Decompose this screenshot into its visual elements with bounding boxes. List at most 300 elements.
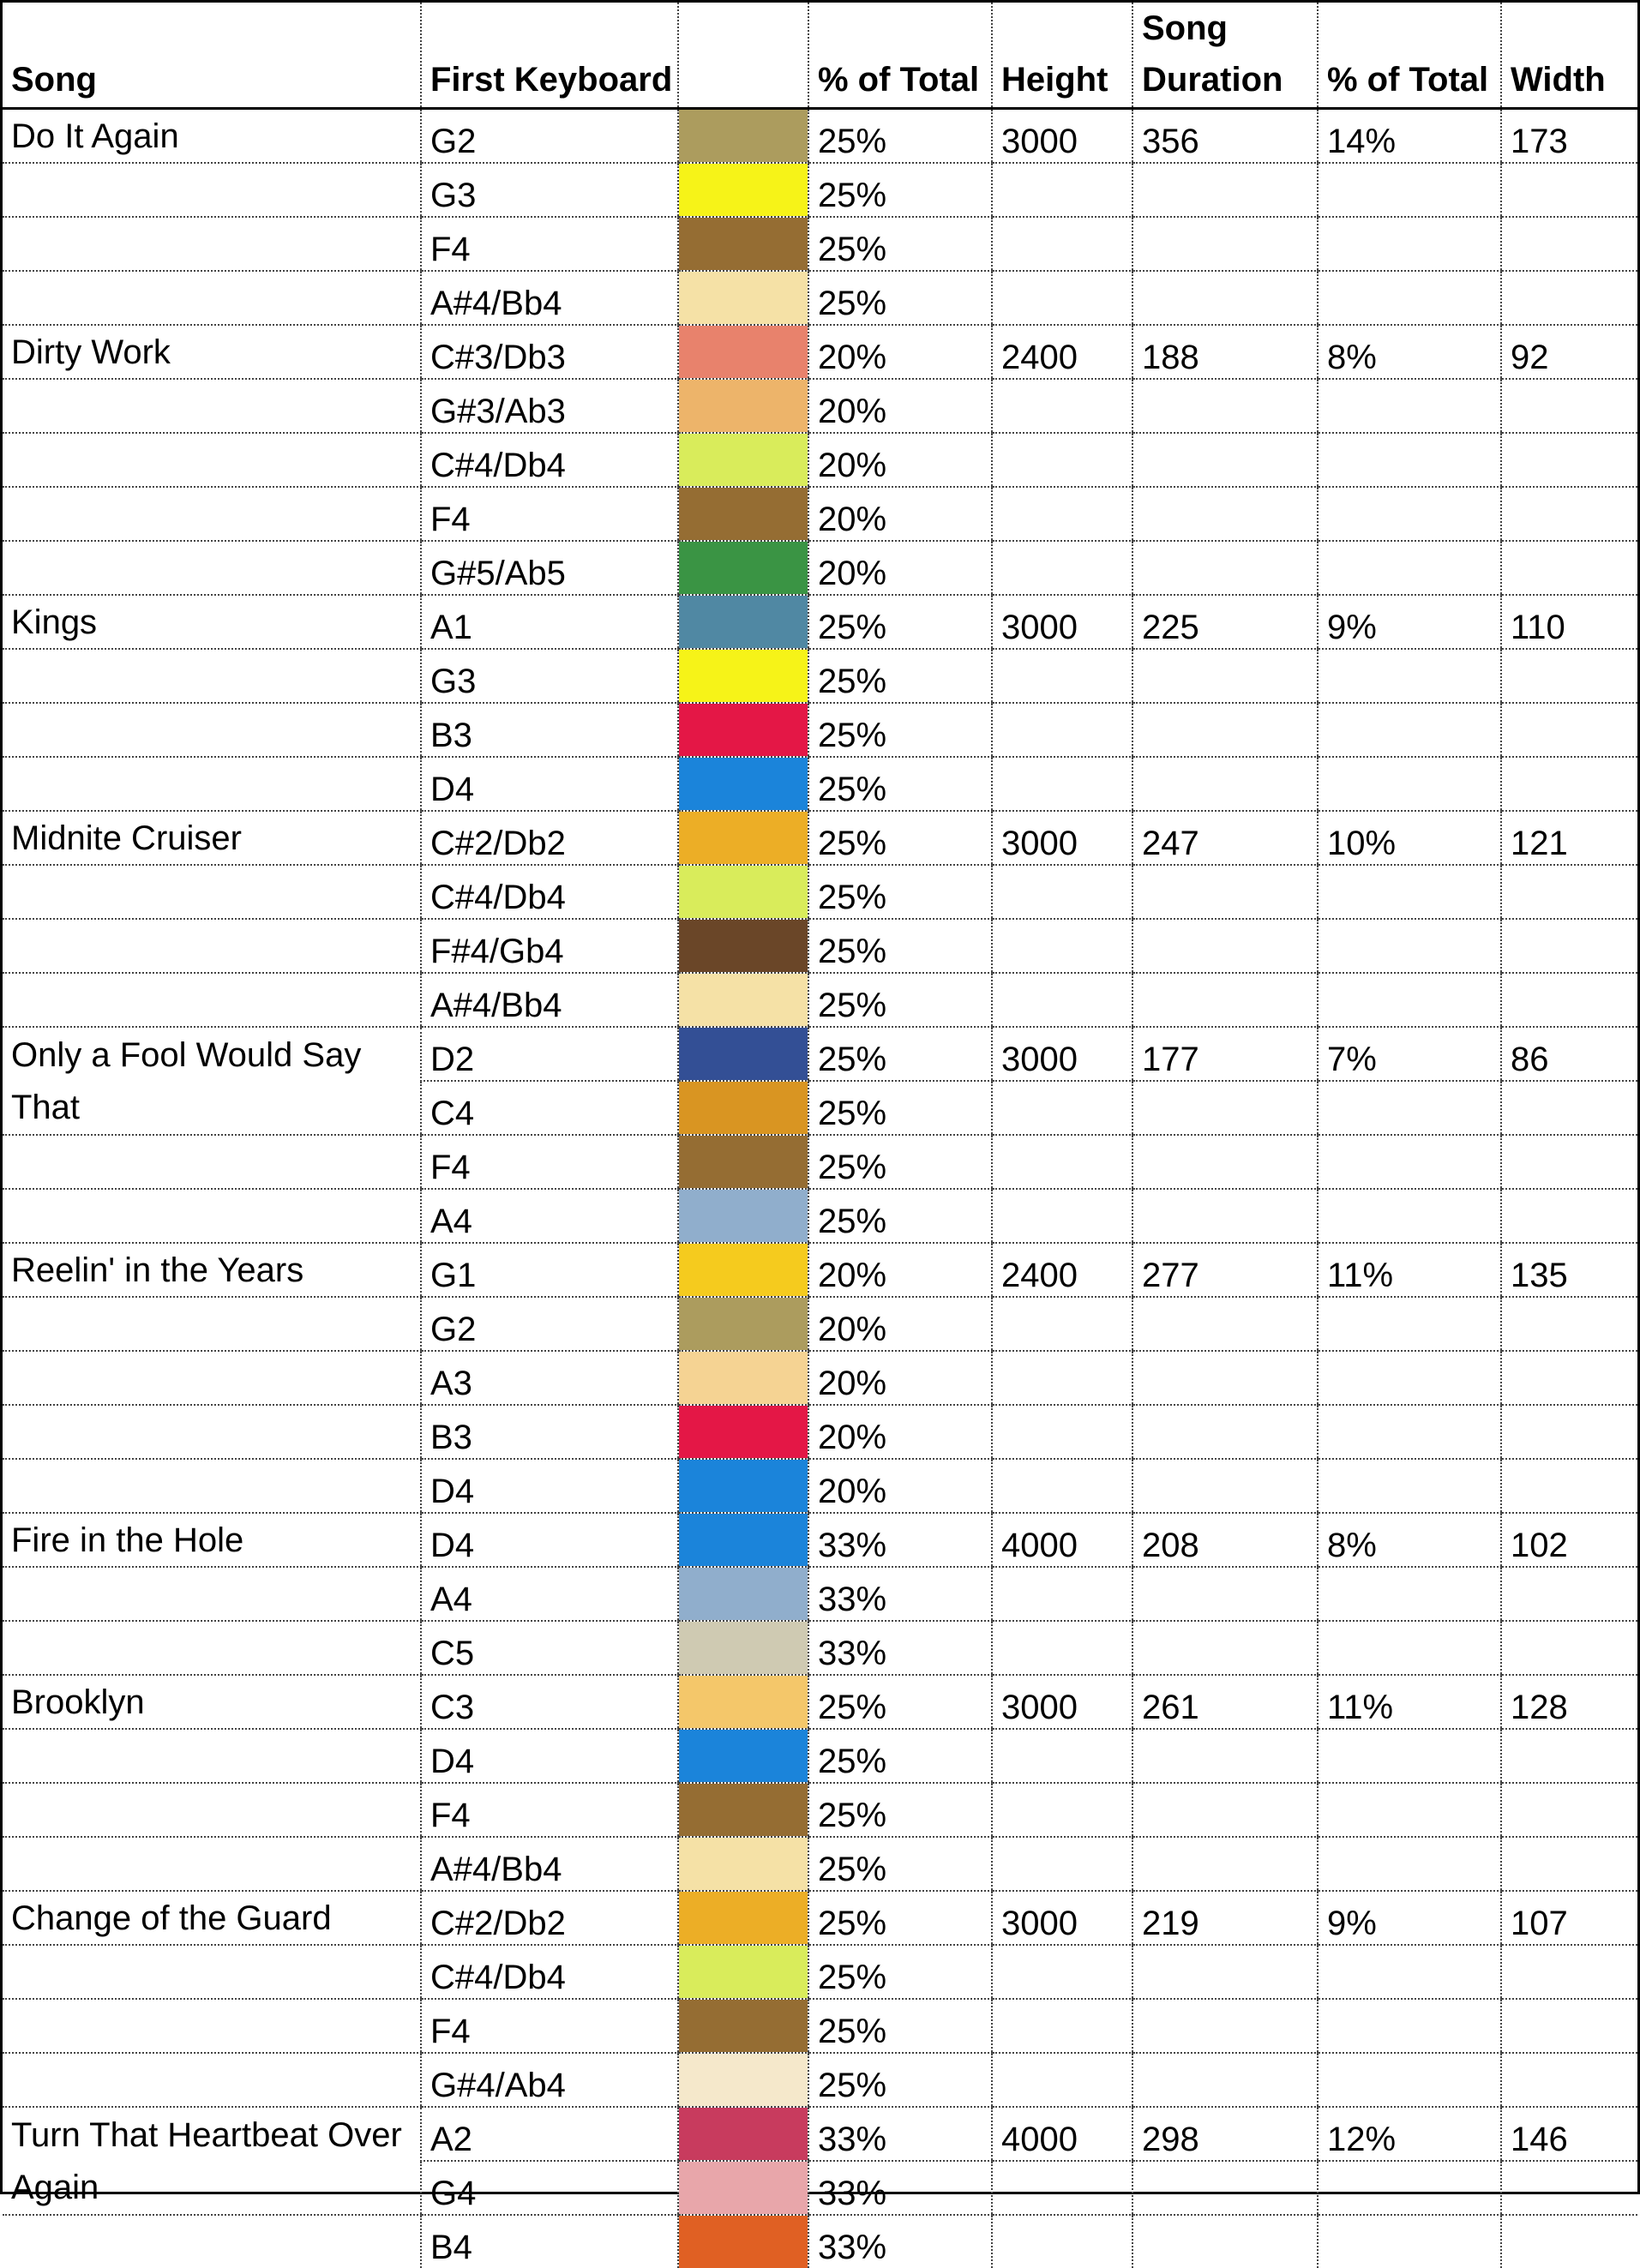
width-cell[interactable] <box>1501 163 1637 217</box>
width-cell[interactable] <box>1501 1999 1637 2053</box>
color-swatch-cell[interactable] <box>678 1675 808 1729</box>
width-cell[interactable]: 110 <box>1501 595 1637 649</box>
height-cell[interactable]: 3000 <box>992 1675 1132 1729</box>
percent-of-total-cell[interactable]: 33% <box>808 2215 992 2268</box>
height-cell[interactable] <box>992 973 1132 1027</box>
song-duration-cell[interactable] <box>1132 379 1318 433</box>
song-cell[interactable] <box>3 1837 421 1891</box>
song-cell[interactable] <box>3 865 421 919</box>
percent-of-total-cell[interactable]: 25% <box>808 1081 992 1135</box>
width-cell[interactable]: 146 <box>1501 2107 1637 2161</box>
percent-of-total-cell[interactable]: 25% <box>808 649 992 703</box>
width-cell[interactable] <box>1501 757 1637 811</box>
height-cell[interactable] <box>992 703 1132 757</box>
duration-percent-cell[interactable] <box>1318 1081 1501 1135</box>
width-cell[interactable] <box>1501 1621 1637 1675</box>
color-swatch-cell[interactable] <box>678 865 808 919</box>
color-swatch-cell[interactable] <box>678 703 808 757</box>
width-cell[interactable] <box>1501 1837 1637 1891</box>
percent-of-total-cell[interactable]: 25% <box>808 703 992 757</box>
percent-of-total-cell[interactable]: 20% <box>808 1297 992 1351</box>
song-cell[interactable] <box>3 595 421 649</box>
percent-of-total-cell[interactable]: 20% <box>808 1351 992 1405</box>
first-keyboard-cell[interactable]: G#3/Ab3 <box>421 379 678 433</box>
color-swatch-cell[interactable] <box>678 1243 808 1297</box>
duration-percent-cell[interactable] <box>1318 865 1501 919</box>
width-cell[interactable] <box>1501 1459 1637 1513</box>
color-swatch-cell[interactable] <box>678 2215 808 2268</box>
first-keyboard-cell[interactable]: A4 <box>421 1189 678 1243</box>
width-cell[interactable] <box>1501 2215 1637 2268</box>
duration-percent-cell[interactable]: 8% <box>1318 1513 1501 1567</box>
width-cell[interactable]: 173 <box>1501 109 1637 164</box>
percent-of-total-cell[interactable]: 25% <box>808 1945 992 1999</box>
duration-percent-cell[interactable] <box>1318 1837 1501 1891</box>
song-cell[interactable] <box>3 811 421 865</box>
duration-percent-cell[interactable] <box>1318 1351 1501 1405</box>
width-cell[interactable] <box>1501 1729 1637 1783</box>
width-cell[interactable] <box>1501 1405 1637 1459</box>
song-duration-cell[interactable] <box>1132 2053 1318 2107</box>
first-keyboard-cell[interactable]: F4 <box>421 1135 678 1189</box>
first-keyboard-cell[interactable]: F4 <box>421 217 678 271</box>
duration-percent-cell[interactable]: 11% <box>1318 1675 1501 1729</box>
percent-of-total-cell[interactable]: 20% <box>808 325 992 379</box>
color-swatch-cell[interactable] <box>678 1891 808 1945</box>
song-duration-cell[interactable] <box>1132 1837 1318 1891</box>
color-swatch-cell[interactable] <box>678 325 808 379</box>
first-keyboard-cell[interactable]: G4 <box>421 2161 678 2215</box>
percent-of-total-cell[interactable]: 25% <box>808 595 992 649</box>
duration-percent-cell[interactable]: 8% <box>1318 325 1501 379</box>
height-cell[interactable] <box>992 217 1132 271</box>
width-cell[interactable]: 121 <box>1501 811 1637 865</box>
first-keyboard-cell[interactable]: G3 <box>421 163 678 217</box>
height-cell[interactable] <box>992 1567 1132 1621</box>
song-duration-cell[interactable]: 261 <box>1132 1675 1318 1729</box>
first-keyboard-cell[interactable]: D4 <box>421 757 678 811</box>
first-keyboard-cell[interactable]: G2 <box>421 1297 678 1351</box>
first-keyboard-cell[interactable]: C5 <box>421 1621 678 1675</box>
header-height[interactable]: Height <box>992 3 1132 109</box>
song-cell[interactable] <box>3 1243 421 1297</box>
first-keyboard-cell[interactable]: C#4/Db4 <box>421 865 678 919</box>
first-keyboard-cell[interactable]: F4 <box>421 1783 678 1837</box>
percent-of-total-cell[interactable]: 25% <box>808 109 992 164</box>
height-cell[interactable]: 3000 <box>992 109 1132 164</box>
header-percent-of-total-keys[interactable]: % of Total <box>808 3 992 109</box>
first-keyboard-cell[interactable]: G2 <box>421 109 678 164</box>
height-cell[interactable] <box>992 433 1132 487</box>
color-swatch-cell[interactable] <box>678 1081 808 1135</box>
first-keyboard-cell[interactable]: B4 <box>421 2215 678 2268</box>
color-swatch-cell[interactable] <box>678 1837 808 1891</box>
duration-percent-cell[interactable]: 14% <box>1318 109 1501 164</box>
color-swatch-cell[interactable] <box>678 217 808 271</box>
width-cell[interactable] <box>1501 433 1637 487</box>
color-swatch-cell[interactable] <box>678 541 808 595</box>
first-keyboard-cell[interactable]: A4 <box>421 1567 678 1621</box>
song-duration-cell[interactable] <box>1132 703 1318 757</box>
first-keyboard-cell[interactable]: C#3/Db3 <box>421 325 678 379</box>
height-cell[interactable] <box>992 1459 1132 1513</box>
height-cell[interactable]: 4000 <box>992 1513 1132 1567</box>
color-swatch-cell[interactable] <box>678 1567 808 1621</box>
duration-percent-cell[interactable] <box>1318 541 1501 595</box>
song-cell[interactable] <box>3 1351 421 1405</box>
height-cell[interactable]: 3000 <box>992 1027 1132 1081</box>
song-duration-cell[interactable] <box>1132 1729 1318 1783</box>
first-keyboard-cell[interactable]: C#4/Db4 <box>421 1945 678 1999</box>
song-cell[interactable] <box>3 1621 421 1675</box>
color-swatch-cell[interactable] <box>678 2161 808 2215</box>
song-cell[interactable] <box>3 379 421 433</box>
percent-of-total-cell[interactable]: 25% <box>808 919 992 973</box>
color-swatch-cell[interactable] <box>678 649 808 703</box>
duration-percent-cell[interactable] <box>1318 2053 1501 2107</box>
first-keyboard-cell[interactable]: B3 <box>421 1405 678 1459</box>
song-duration-cell[interactable] <box>1132 1459 1318 1513</box>
duration-percent-cell[interactable] <box>1318 2161 1501 2215</box>
song-cell[interactable] <box>3 217 421 271</box>
height-cell[interactable] <box>992 541 1132 595</box>
song-duration-cell[interactable] <box>1132 1783 1318 1837</box>
first-keyboard-cell[interactable]: B3 <box>421 703 678 757</box>
song-duration-cell[interactable] <box>1132 757 1318 811</box>
song-cell[interactable] <box>3 1297 421 1351</box>
song-cell[interactable] <box>3 271 421 325</box>
color-swatch-cell[interactable] <box>678 1405 808 1459</box>
height-cell[interactable] <box>992 757 1132 811</box>
duration-percent-cell[interactable] <box>1318 1621 1501 1675</box>
percent-of-total-cell[interactable]: 25% <box>808 811 992 865</box>
height-cell[interactable] <box>992 1621 1132 1675</box>
song-duration-cell[interactable] <box>1132 973 1318 1027</box>
first-keyboard-cell[interactable]: C3 <box>421 1675 678 1729</box>
duration-percent-cell[interactable] <box>1318 433 1501 487</box>
width-cell[interactable] <box>1501 1081 1637 1135</box>
height-cell[interactable] <box>992 1297 1132 1351</box>
percent-of-total-cell[interactable]: 25% <box>808 1729 992 1783</box>
percent-of-total-cell[interactable]: 25% <box>808 757 992 811</box>
song-cell[interactable] <box>3 1567 421 1621</box>
height-cell[interactable] <box>992 2053 1132 2107</box>
color-swatch-cell[interactable] <box>678 1189 808 1243</box>
first-keyboard-cell[interactable]: D4 <box>421 1513 678 1567</box>
duration-percent-cell[interactable] <box>1318 217 1501 271</box>
width-cell[interactable] <box>1501 541 1637 595</box>
song-cell[interactable] <box>3 1459 421 1513</box>
duration-percent-cell[interactable] <box>1318 379 1501 433</box>
song-cell[interactable] <box>3 433 421 487</box>
header-width[interactable]: Width <box>1501 3 1637 109</box>
song-cell[interactable] <box>3 1891 421 1945</box>
percent-of-total-cell[interactable]: 25% <box>808 1675 992 1729</box>
height-cell[interactable]: 2400 <box>992 325 1132 379</box>
width-cell[interactable]: 92 <box>1501 325 1637 379</box>
song-duration-cell[interactable] <box>1132 2161 1318 2215</box>
color-swatch-cell[interactable] <box>678 109 808 164</box>
color-swatch-cell[interactable] <box>678 595 808 649</box>
header-percent-of-total-duration[interactable]: % of Total <box>1318 3 1501 109</box>
height-cell[interactable] <box>992 1405 1132 1459</box>
width-cell[interactable] <box>1501 919 1637 973</box>
duration-percent-cell[interactable] <box>1318 1459 1501 1513</box>
color-swatch-cell[interactable] <box>678 2107 808 2161</box>
first-keyboard-cell[interactable]: C4 <box>421 1081 678 1135</box>
song-cell[interactable] <box>3 487 421 541</box>
first-keyboard-cell[interactable]: G1 <box>421 1243 678 1297</box>
percent-of-total-cell[interactable]: 20% <box>808 541 992 595</box>
song-duration-cell[interactable] <box>1132 1297 1318 1351</box>
width-cell[interactable] <box>1501 973 1637 1027</box>
color-swatch-cell[interactable] <box>678 757 808 811</box>
color-swatch-cell[interactable] <box>678 1027 808 1081</box>
song-duration-cell[interactable]: 298 <box>1132 2107 1318 2161</box>
song-duration-cell[interactable] <box>1132 865 1318 919</box>
percent-of-total-cell[interactable]: 25% <box>808 2053 992 2107</box>
song-cell[interactable] <box>3 2053 421 2107</box>
song-cell[interactable] <box>3 1999 421 2053</box>
percent-of-total-cell[interactable]: 33% <box>808 1621 992 1675</box>
duration-percent-cell[interactable]: 9% <box>1318 1891 1501 1945</box>
song-duration-cell[interactable] <box>1132 487 1318 541</box>
percent-of-total-cell[interactable]: 25% <box>808 1999 992 2053</box>
percent-of-total-cell[interactable]: 25% <box>808 217 992 271</box>
song-duration-cell[interactable]: 219 <box>1132 1891 1318 1945</box>
width-cell[interactable] <box>1501 1945 1637 1999</box>
width-cell[interactable] <box>1501 2161 1637 2215</box>
color-swatch-cell[interactable] <box>678 811 808 865</box>
duration-percent-cell[interactable] <box>1318 1189 1501 1243</box>
header-song-duration[interactable]: Song Duration <box>1132 3 1318 109</box>
duration-percent-cell[interactable] <box>1318 1567 1501 1621</box>
width-cell[interactable] <box>1501 1135 1637 1189</box>
width-cell[interactable] <box>1501 703 1637 757</box>
width-cell[interactable] <box>1501 649 1637 703</box>
height-cell[interactable] <box>992 271 1132 325</box>
song-duration-cell[interactable]: 177 <box>1132 1027 1318 1081</box>
first-keyboard-cell[interactable]: D4 <box>421 1459 678 1513</box>
duration-percent-cell[interactable]: 11% <box>1318 1243 1501 1297</box>
song-cell[interactable] <box>3 1729 421 1783</box>
height-cell[interactable] <box>992 1945 1132 1999</box>
duration-percent-cell[interactable] <box>1318 1297 1501 1351</box>
song-duration-cell[interactable] <box>1132 1081 1318 1135</box>
song-cell[interactable] <box>3 163 421 217</box>
song-duration-cell[interactable] <box>1132 1621 1318 1675</box>
color-swatch-cell[interactable] <box>678 433 808 487</box>
song-cell[interactable] <box>3 757 421 811</box>
duration-percent-cell[interactable] <box>1318 1729 1501 1783</box>
song-duration-cell[interactable] <box>1132 919 1318 973</box>
height-cell[interactable] <box>992 865 1132 919</box>
color-swatch-cell[interactable] <box>678 1621 808 1675</box>
song-cell[interactable] <box>3 1135 421 1189</box>
height-cell[interactable]: 4000 <box>992 2107 1132 2161</box>
header-first-keyboard[interactable]: First Keyboard <box>421 3 678 109</box>
song-cell[interactable] <box>3 973 421 1027</box>
percent-of-total-cell[interactable]: 20% <box>808 1243 992 1297</box>
song-cell[interactable] <box>3 919 421 973</box>
song-duration-cell[interactable] <box>1132 163 1318 217</box>
height-cell[interactable] <box>992 163 1132 217</box>
percent-of-total-cell[interactable]: 25% <box>808 1027 992 1081</box>
first-keyboard-cell[interactable]: D4 <box>421 1729 678 1783</box>
width-cell[interactable] <box>1501 1783 1637 1837</box>
header-color-swatch[interactable] <box>678 3 808 109</box>
height-cell[interactable] <box>992 1135 1132 1189</box>
song-cell[interactable] <box>3 2215 421 2268</box>
percent-of-total-cell[interactable]: 25% <box>808 865 992 919</box>
song-cell[interactable] <box>3 1405 421 1459</box>
height-cell[interactable]: 3000 <box>992 811 1132 865</box>
song-cell[interactable] <box>3 2107 421 2161</box>
duration-percent-cell[interactable] <box>1318 1783 1501 1837</box>
duration-percent-cell[interactable] <box>1318 1945 1501 1999</box>
width-cell[interactable] <box>1501 1351 1637 1405</box>
width-cell[interactable] <box>1501 1567 1637 1621</box>
color-swatch-cell[interactable] <box>678 1135 808 1189</box>
width-cell[interactable]: 135 <box>1501 1243 1637 1297</box>
song-duration-cell[interactable] <box>1132 1999 1318 2053</box>
song-cell[interactable] <box>3 109 421 164</box>
duration-percent-cell[interactable] <box>1318 1135 1501 1189</box>
color-swatch-cell[interactable] <box>678 1297 808 1351</box>
percent-of-total-cell[interactable]: 25% <box>808 973 992 1027</box>
first-keyboard-cell[interactable]: F4 <box>421 1999 678 2053</box>
duration-percent-cell[interactable] <box>1318 1405 1501 1459</box>
color-swatch-cell[interactable] <box>678 1999 808 2053</box>
color-swatch-cell[interactable] <box>678 379 808 433</box>
first-keyboard-cell[interactable]: C#2/Db2 <box>421 811 678 865</box>
percent-of-total-cell[interactable]: 25% <box>808 1891 992 1945</box>
song-duration-cell[interactable] <box>1132 2215 1318 2268</box>
song-duration-cell[interactable] <box>1132 1351 1318 1405</box>
song-cell[interactable] <box>3 1675 421 1729</box>
height-cell[interactable] <box>992 1999 1132 2053</box>
song-duration-cell[interactable] <box>1132 1189 1318 1243</box>
height-cell[interactable] <box>992 919 1132 973</box>
percent-of-total-cell[interactable]: 33% <box>808 2161 992 2215</box>
first-keyboard-cell[interactable]: F4 <box>421 487 678 541</box>
duration-percent-cell[interactable] <box>1318 163 1501 217</box>
duration-percent-cell[interactable]: 10% <box>1318 811 1501 865</box>
width-cell[interactable]: 86 <box>1501 1027 1637 1081</box>
duration-percent-cell[interactable] <box>1318 271 1501 325</box>
percent-of-total-cell[interactable]: 25% <box>808 1783 992 1837</box>
width-cell[interactable]: 107 <box>1501 1891 1637 1945</box>
color-swatch-cell[interactable] <box>678 1945 808 1999</box>
song-duration-cell[interactable] <box>1132 1405 1318 1459</box>
percent-of-total-cell[interactable]: 33% <box>808 2107 992 2161</box>
color-swatch-cell[interactable] <box>678 271 808 325</box>
percent-of-total-cell[interactable]: 20% <box>808 433 992 487</box>
width-cell[interactable]: 128 <box>1501 1675 1637 1729</box>
color-swatch-cell[interactable] <box>678 1783 808 1837</box>
width-cell[interactable] <box>1501 2053 1637 2107</box>
song-duration-cell[interactable] <box>1132 1135 1318 1189</box>
color-swatch-cell[interactable] <box>678 1729 808 1783</box>
percent-of-total-cell[interactable]: 25% <box>808 271 992 325</box>
height-cell[interactable] <box>992 487 1132 541</box>
first-keyboard-cell[interactable]: D2 <box>421 1027 678 1081</box>
percent-of-total-cell[interactable]: 20% <box>808 487 992 541</box>
song-duration-cell[interactable]: 188 <box>1132 325 1318 379</box>
first-keyboard-cell[interactable]: G#5/Ab5 <box>421 541 678 595</box>
height-cell[interactable] <box>992 1783 1132 1837</box>
color-swatch-cell[interactable] <box>678 973 808 1027</box>
first-keyboard-cell[interactable]: A#4/Bb4 <box>421 973 678 1027</box>
width-cell[interactable]: 102 <box>1501 1513 1637 1567</box>
percent-of-total-cell[interactable]: 25% <box>808 1189 992 1243</box>
song-duration-cell[interactable]: 208 <box>1132 1513 1318 1567</box>
height-cell[interactable]: 2400 <box>992 1243 1132 1297</box>
first-keyboard-cell[interactable]: G#4/Ab4 <box>421 2053 678 2107</box>
duration-percent-cell[interactable] <box>1318 487 1501 541</box>
song-duration-cell[interactable] <box>1132 433 1318 487</box>
percent-of-total-cell[interactable]: 20% <box>808 1459 992 1513</box>
width-cell[interactable] <box>1501 271 1637 325</box>
color-swatch-cell[interactable] <box>678 163 808 217</box>
height-cell[interactable]: 3000 <box>992 595 1132 649</box>
percent-of-total-cell[interactable]: 25% <box>808 1837 992 1891</box>
height-cell[interactable] <box>992 2215 1132 2268</box>
header-song[interactable]: Song <box>3 3 421 109</box>
percent-of-total-cell[interactable]: 25% <box>808 163 992 217</box>
first-keyboard-cell[interactable]: A#4/Bb4 <box>421 1837 678 1891</box>
duration-percent-cell[interactable] <box>1318 919 1501 973</box>
percent-of-total-cell[interactable]: 20% <box>808 1405 992 1459</box>
song-duration-cell[interactable] <box>1132 1945 1318 1999</box>
color-swatch-cell[interactable] <box>678 2053 808 2107</box>
song-duration-cell[interactable] <box>1132 271 1318 325</box>
song-duration-cell[interactable] <box>1132 649 1318 703</box>
song-cell[interactable] <box>3 1027 421 1081</box>
duration-percent-cell[interactable]: 12% <box>1318 2107 1501 2161</box>
song-duration-cell[interactable] <box>1132 1567 1318 1621</box>
height-cell[interactable]: 3000 <box>992 1891 1132 1945</box>
percent-of-total-cell[interactable]: 25% <box>808 1135 992 1189</box>
height-cell[interactable] <box>992 1351 1132 1405</box>
color-swatch-cell[interactable] <box>678 919 808 973</box>
first-keyboard-cell[interactable]: A#4/Bb4 <box>421 271 678 325</box>
song-duration-cell[interactable]: 247 <box>1132 811 1318 865</box>
duration-percent-cell[interactable] <box>1318 703 1501 757</box>
color-swatch-cell[interactable] <box>678 1351 808 1405</box>
song-duration-cell[interactable] <box>1132 541 1318 595</box>
color-swatch-cell[interactable] <box>678 1513 808 1567</box>
duration-percent-cell[interactable]: 9% <box>1318 595 1501 649</box>
duration-percent-cell[interactable] <box>1318 2215 1501 2268</box>
song-duration-cell[interactable] <box>1132 217 1318 271</box>
height-cell[interactable] <box>992 2161 1132 2215</box>
first-keyboard-cell[interactable]: A3 <box>421 1351 678 1405</box>
width-cell[interactable] <box>1501 379 1637 433</box>
first-keyboard-cell[interactable]: C#4/Db4 <box>421 433 678 487</box>
percent-of-total-cell[interactable]: 33% <box>808 1513 992 1567</box>
first-keyboard-cell[interactable]: G3 <box>421 649 678 703</box>
width-cell[interactable] <box>1501 1297 1637 1351</box>
duration-percent-cell[interactable]: 7% <box>1318 1027 1501 1081</box>
song-cell[interactable] <box>3 703 421 757</box>
first-keyboard-cell[interactable]: C#2/Db2 <box>421 1891 678 1945</box>
first-keyboard-cell[interactable]: A2 <box>421 2107 678 2161</box>
height-cell[interactable] <box>992 1189 1132 1243</box>
width-cell[interactable] <box>1501 487 1637 541</box>
song-cell[interactable] <box>3 541 421 595</box>
first-keyboard-cell[interactable]: A1 <box>421 595 678 649</box>
